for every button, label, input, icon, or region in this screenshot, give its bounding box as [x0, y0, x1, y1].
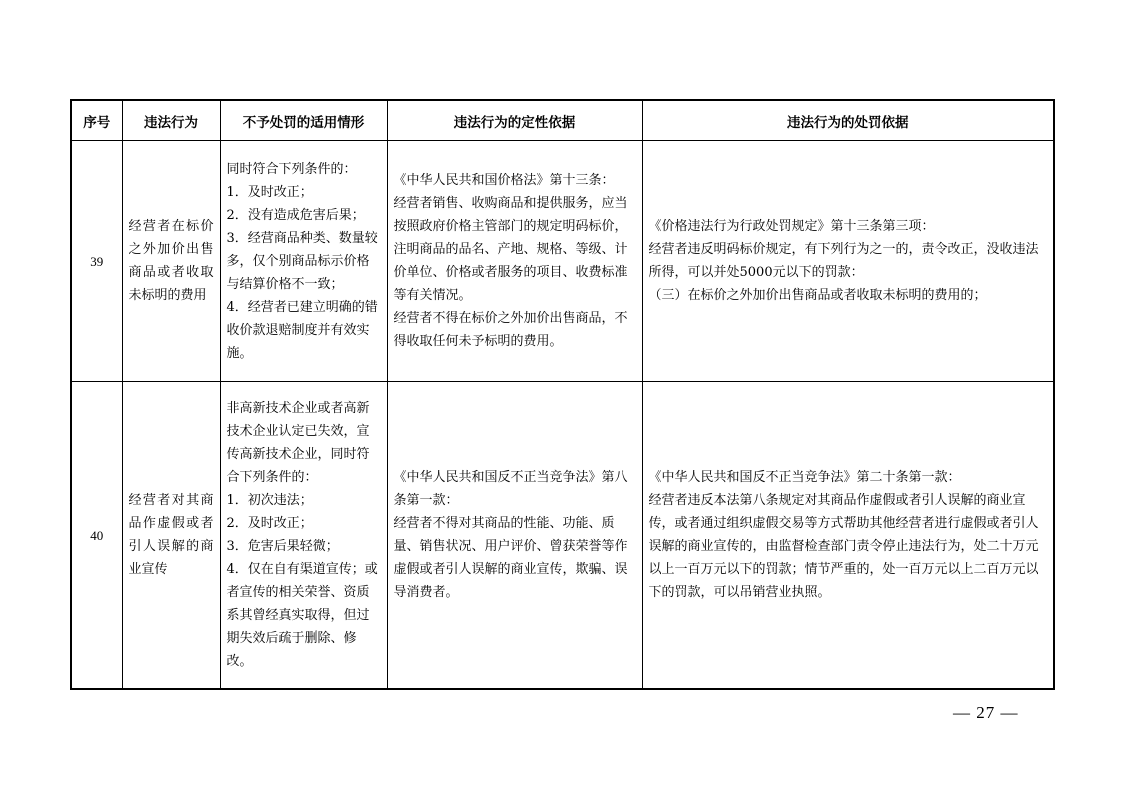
penalty-line: 《价格违法行为行政处罚规定》第十三条第三项： — [648, 219, 935, 234]
violation-cell: 经营者在标价之外加价出售商品或者收取未标明的费用 — [122, 141, 220, 382]
exemption-line: 4．仅在自有渠道宣传；或者宣传的相关荣誉、资质系其曾经真实取得，但过期失效后疏于删除、修改。 — [226, 562, 378, 669]
exemption-line: 4．经营者已建立明确的错收价款退赔制度并有效实施。 — [226, 299, 378, 361]
basis-line: 经营者不得在标价之外加价出售商品，不得收取任何未予标明的费用。 — [393, 311, 628, 349]
exemption-line: 1．初次违法； — [226, 493, 313, 508]
penalty-basis-cell — [642, 382, 1054, 690]
exemption-cell — [220, 141, 387, 382]
penalty-basis-cell — [642, 141, 1054, 382]
penalty-line: （三）在标价之外加价出售商品或者收取未标明的费用的； — [648, 288, 987, 303]
basis-line: 经营者销售、收购商品和提供服务，应当按照政府价格主管部门的规定明码标价，注明商品的品名、产地、规格、等级、计价单位、价格或者服务的项目、收费标准等有关情况。 — [393, 196, 628, 303]
exemption-line: 2．没有造成危害后果； — [226, 207, 365, 223]
qualification-basis-cell — [387, 141, 642, 382]
basis-line: 《中华人民共和国反不正当竞争法》第八条第一款： — [393, 470, 628, 508]
exemption-line: 1．及时改正； — [226, 184, 313, 200]
header-exemption: 不予处罚的适用情形 — [220, 100, 387, 141]
penalty-line: 经营者违反本法第八条规定对其商品作虚假或者引人误解的商业宣传，或者通过组织虚假交易等方式帮助其他经营者进行虚假或者引人误解的商业宣传的，由监督检查部门责令停止违法行为，处二十万元以上一百万元以下的罚款；情节严重的，处一百万元以上二百万元以下的罚款，可以吊销营业执照。 — [648, 493, 1039, 600]
regulation-table — [70, 99, 1055, 690]
header-qualification-basis: 违法行为的定性依据 — [387, 100, 642, 141]
penalty-line: 《中华人民共和国反不正当竞争法》第二十条第一款： — [648, 470, 961, 485]
basis-line: 《中华人民共和国价格法》第十三条： — [393, 173, 615, 188]
exemption-line: 同时符合下列条件的： — [226, 161, 357, 177]
violation-cell: 经营者对其商品作虚假或者引人误解的商业宣传 — [122, 382, 220, 690]
row-number: 39 — [71, 141, 122, 382]
qualification-basis-cell — [387, 382, 642, 690]
table-header-row — [71, 100, 1054, 141]
exemption-line: 3．经营商品种类、数量较多，仅个别商品标示价格与结算价格不一致； — [226, 230, 378, 292]
penalty-line: 经营者违反明码标价规定，有下列行为之一的，责令改正，没收违法所得，可以并处5000元以下的罚款： — [648, 242, 1039, 280]
table-row — [71, 382, 1054, 690]
exemption-line: 非高新技术企业或者高新技术企业认定已失效，宣传高新技术企业，同时符合下列条件的： — [226, 401, 370, 485]
basis-line: 经营者不得对其商品的性能、功能、质量、销售状况、用户评价、曾获荣誉等作虚假或者引人误解的商业宣传，欺骗、误导消费者。 — [393, 516, 628, 600]
header-penalty-basis: 违法行为的处罚依据 — [642, 100, 1054, 141]
header-seq: 序号 — [71, 100, 122, 141]
exemption-line: 2．及时改正； — [226, 516, 313, 531]
table-row — [71, 141, 1054, 382]
page-number: — 27 — — [953, 703, 1019, 722]
exemption-cell — [220, 382, 387, 690]
header-violation: 违法行为 — [122, 100, 220, 141]
exemption-line: 3．危害后果轻微； — [226, 539, 339, 554]
row-number: 40 — [71, 382, 122, 690]
